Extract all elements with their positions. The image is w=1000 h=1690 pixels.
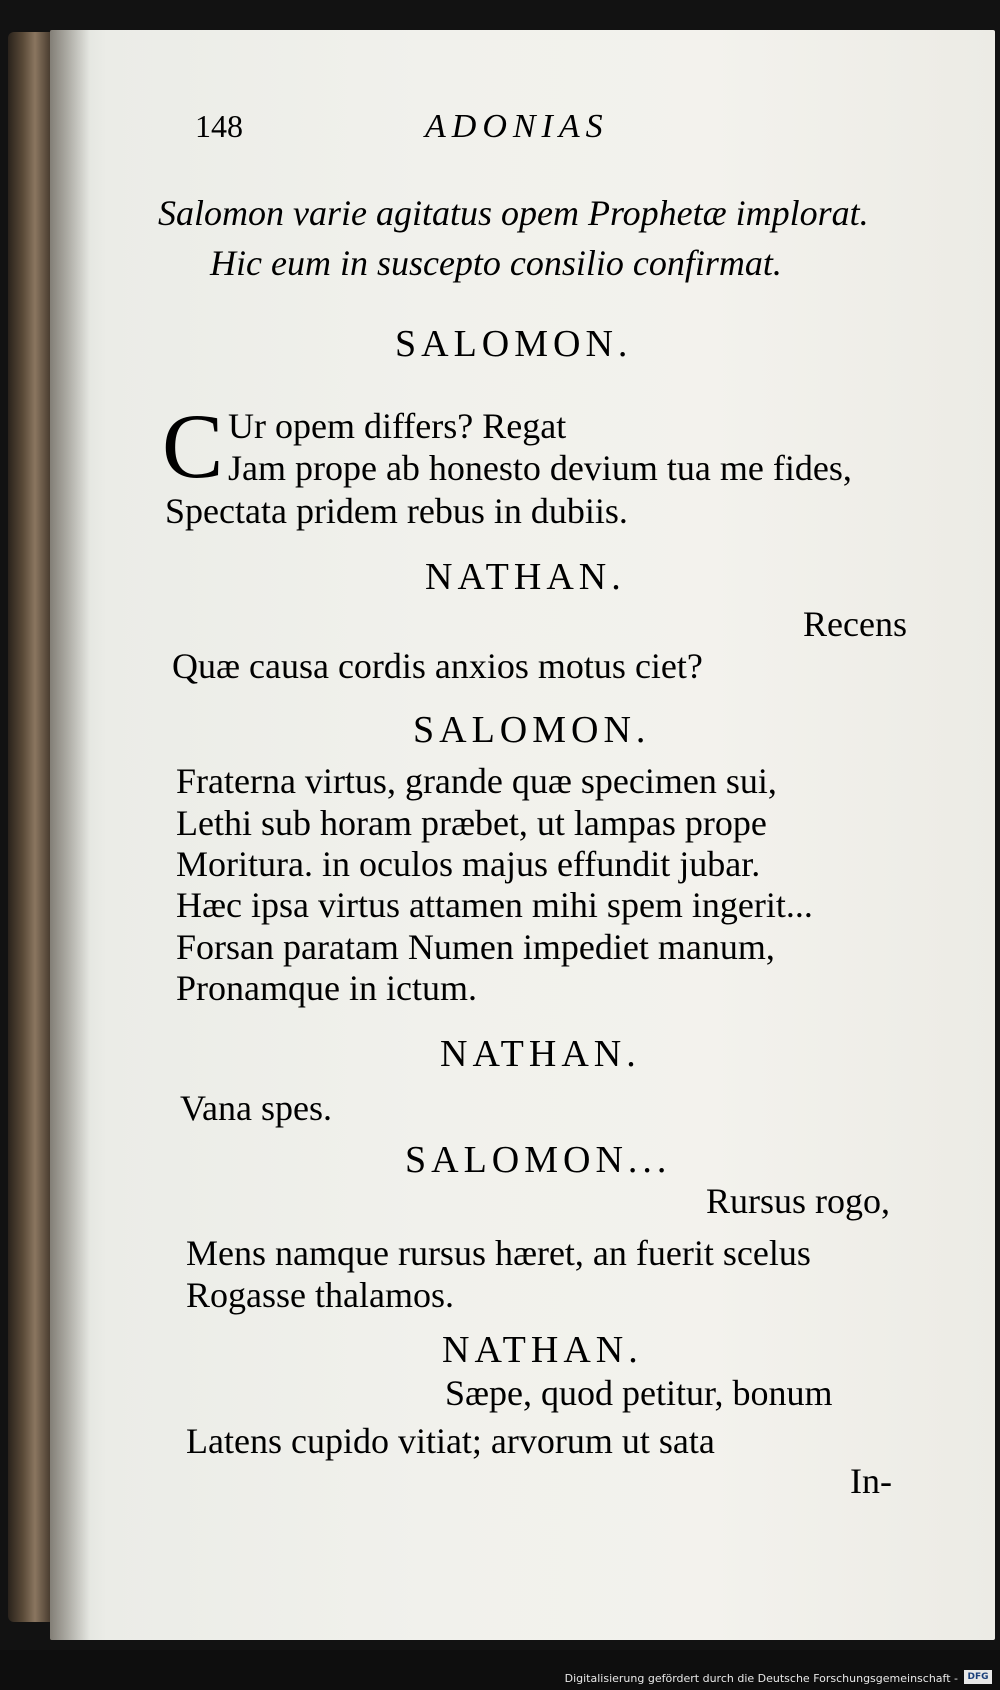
verse-line: Vana spes. [180, 1088, 332, 1128]
speaker-heading: SALOMON... [405, 1139, 672, 1181]
verse-line: Moritura. in oculos majus effundit jubar. [176, 844, 761, 884]
gutter-shadow [50, 30, 90, 1640]
verse-line: Lethi sub horam præbet, ut lampas prope [176, 803, 767, 843]
verse-line: Fraterna virtus, grande quæ specimen sui, [176, 761, 777, 801]
verse-line: Forsan paratam Numen impediet manum, [176, 927, 775, 967]
running-head [0, 108, 1000, 158]
verse-line: Quæ causa cordis anxios motus ciet? [172, 646, 703, 686]
speaker-heading: SALOMON. [395, 323, 633, 365]
verse-line: Hæc ipsa virtus attamen mihi spem ingerit... [176, 885, 813, 925]
speaker-heading: SALOMON. [413, 709, 651, 751]
argument-line-1: Salomon varie agitatus opem Prophetæ implorat. [158, 193, 869, 233]
speaker-heading: NATHAN. [425, 556, 626, 598]
argument-line-2: Hic eum in suscepto consilio confirmat. [210, 243, 782, 283]
speaker-heading: NATHAN. [442, 1329, 643, 1371]
verse-line: Rogasse thalamos. [186, 1275, 454, 1315]
drop-cap: C [162, 395, 224, 497]
speaker-heading: NATHAN. [440, 1033, 641, 1075]
verse-line: Mens namque rursus hæret, an fuerit scelus [186, 1233, 811, 1273]
verse-line: Sæpe, quod petitur, bonum [445, 1373, 833, 1413]
dfg-logo-icon: DFG [964, 1670, 992, 1684]
page-number: 148 [195, 108, 243, 144]
verse-line: Pronamque in ictum. [176, 968, 477, 1008]
running-title: ADONIAS [425, 108, 609, 145]
verse-line: Latens cupido vitiat; arvorum ut sata [186, 1421, 715, 1461]
catchword: In- [850, 1461, 892, 1501]
verse-line: Jam prope ab honesto devium tua me fides, [228, 448, 852, 488]
verse-line: Spectata pridem rebus in dubiis. [165, 491, 628, 531]
verse-line: Recens [803, 604, 907, 644]
verse-line: Rursus rogo, [706, 1181, 891, 1221]
verse-line: Ur opem differs? Regat [228, 406, 567, 446]
digitization-credit: Digitalisierung gefördert durch die Deutsche Forschungsgemeinschaft - [564, 1672, 958, 1685]
